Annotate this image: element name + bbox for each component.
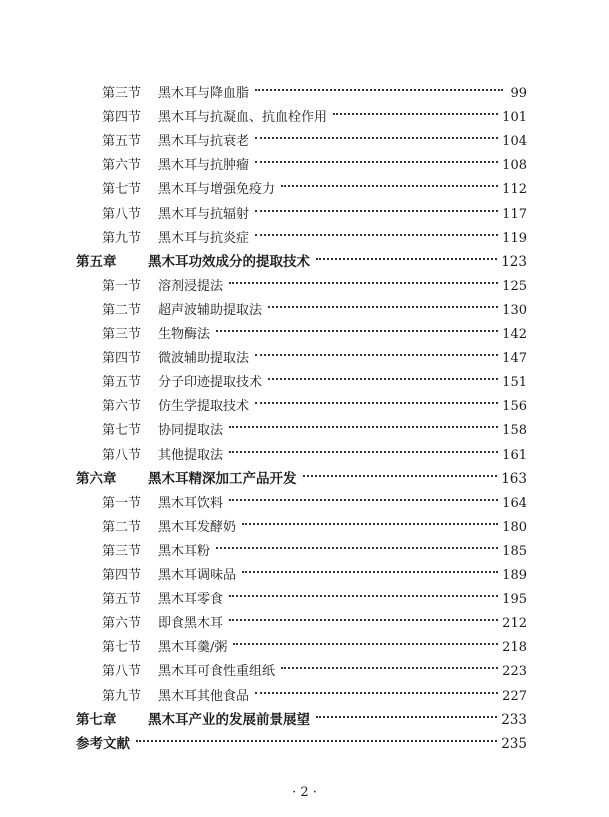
toc-entry-page: 189	[502, 568, 527, 583]
toc-entry-title: 参考文献	[76, 735, 130, 752]
toc-entry-number: 第七节	[102, 182, 142, 198]
toc-entry-title: 黑木耳零食	[158, 592, 224, 608]
toc-entry-number: 第五节	[102, 592, 142, 608]
toc-leader-dots	[281, 655, 500, 675]
toc-section-entry	[102, 318, 527, 342]
toc-entry-title: 黑木耳与降血脂	[158, 86, 250, 101]
toc-entry-title: 黑木耳粉	[158, 543, 211, 559]
toc-section-entry	[102, 222, 527, 246]
toc-entry-title: 黑木耳调味品	[158, 568, 237, 583]
toc-entry-number: 第三节	[102, 86, 142, 101]
toc-section-entry	[102, 680, 527, 704]
toc-entry-number: 第六章	[76, 470, 117, 487]
toc-entry-title: 黑木耳精深加工产品开发	[148, 470, 297, 487]
toc-entry-number: 第一节	[102, 495, 142, 511]
toc-leader-dots	[216, 535, 500, 555]
toc-section-entry	[102, 294, 527, 318]
toc-entry-page: 151	[502, 375, 527, 391]
toc-section-entry	[102, 583, 527, 608]
toc-leader-dots	[255, 390, 500, 410]
toc-entry-page: 112	[502, 182, 527, 198]
toc-entry-number: 第六节	[102, 616, 142, 632]
toc-entry-number: 第七节	[102, 640, 142, 656]
toc-section-entry	[102, 607, 527, 632]
toc-entry-number: 第七章	[76, 711, 117, 728]
toc-entry-number: 第三节	[102, 327, 142, 342]
toc-leader-dots	[268, 294, 500, 314]
toc-section-entry	[102, 390, 527, 415]
toc-entry-page: 164	[502, 495, 527, 511]
toc-entry-page: 185	[502, 543, 527, 559]
toc-section-entry	[102, 149, 527, 174]
toc-entry-title: 超声波辅助提取法	[158, 302, 263, 318]
toc-section-entry	[102, 559, 527, 583]
toc-section-entry	[102, 77, 527, 101]
toc-leader-dots	[229, 414, 500, 434]
toc-entry-number: 第四节	[102, 568, 142, 583]
toc-entry-title: 溶剂浸提法	[158, 278, 224, 294]
toc-leader-dots	[281, 173, 500, 193]
toc-leader-dots	[255, 680, 500, 700]
toc-section-entry	[102, 173, 527, 198]
toc-section-entry	[102, 487, 527, 511]
toc-entry-page: 147	[502, 351, 527, 367]
toc-section-entry	[102, 270, 527, 294]
toc-entry-title: 黑木耳功效成分的提取技术	[148, 253, 310, 270]
toc-section-entry	[102, 342, 527, 367]
toc-entry-title: 仿生学提取技术	[158, 399, 250, 415]
toc-leader-dots	[229, 487, 500, 507]
toc-entry-title: 黑木耳与抗辐射	[158, 206, 250, 222]
toc-leader-dots	[242, 559, 500, 579]
toc-leader-dots	[255, 149, 500, 169]
toc-entry-page: 223	[502, 664, 527, 680]
toc-leader-dots	[229, 439, 500, 459]
toc-entry-number: 第九节	[102, 688, 142, 704]
toc-section-entry	[102, 439, 527, 463]
toc-entry-page: 235	[501, 735, 527, 752]
toc-section-entry	[102, 631, 527, 656]
toc-entry-page: 104	[502, 134, 527, 150]
toc-entry-page: 161	[502, 447, 527, 463]
toc-entry-number: 第五节	[102, 134, 142, 150]
toc-entry-page: 125	[502, 278, 527, 294]
toc-chapter-entry	[76, 728, 527, 752]
toc-leader-dots	[216, 318, 500, 338]
toc-entry-page: 156	[502, 399, 527, 415]
toc-entry-title: 分子印迹提取技术	[158, 375, 263, 391]
toc-entry-title: 黑木耳羹/粥	[158, 640, 228, 656]
toc-entry-title: 黑木耳产业的发展前景展望	[148, 711, 310, 728]
toc-entry-number: 第二节	[102, 519, 142, 535]
toc-entry-page: 233	[501, 711, 527, 728]
page-number: · 2 ·	[292, 785, 317, 800]
toc-entry-page: 108	[502, 158, 527, 174]
toc-entry-title: 生物酶法	[158, 327, 211, 342]
toc-leader-dots	[229, 270, 500, 290]
toc-entry-number: 第八节	[102, 206, 142, 222]
toc-entry-title: 协同提取法	[158, 423, 224, 439]
toc-entry-title: 黑木耳饮料	[158, 495, 224, 511]
toc-entry-title: 黑木耳与抗肿瘤	[158, 158, 250, 174]
toc-leader-dots	[268, 366, 500, 386]
toc-entry-title: 其他提取法	[158, 447, 224, 463]
toc-entry-number: 第六节	[102, 158, 142, 174]
toc-section-entry	[102, 414, 527, 439]
toc-entry-number: 第七节	[102, 423, 142, 439]
toc-leader-dots	[316, 246, 499, 266]
toc-entry-page: 195	[502, 592, 527, 608]
toc-entry-page: 123	[501, 253, 527, 270]
toc-section-entry	[102, 101, 527, 126]
toc-entry-title: 微波辅助提取法	[158, 351, 250, 367]
toc-entry-number: 第五节	[102, 375, 142, 391]
toc-leader-dots	[255, 222, 500, 242]
toc-entry-number: 第八节	[102, 664, 142, 680]
toc-section-entry	[102, 655, 527, 680]
toc-entry-page: 163	[501, 470, 527, 487]
toc-leader-dots	[136, 728, 499, 748]
toc-entry-page: 212	[502, 616, 527, 632]
toc-entry-title: 黑木耳与增强免疫力	[158, 182, 276, 198]
toc-entry-number: 第三节	[102, 543, 142, 559]
toc-entry-page: 227	[502, 688, 527, 704]
toc-section-entry	[102, 125, 527, 150]
toc-chapter-entry	[76, 704, 527, 728]
toc-entry-title: 黑木耳可食性重组纸	[158, 664, 276, 680]
toc-leader-dots	[233, 631, 500, 651]
toc-entry-number: 第九节	[102, 230, 142, 246]
toc-section-entry	[102, 198, 527, 222]
toc-leader-dots	[255, 342, 500, 362]
toc-entry-number: 第四节	[102, 110, 142, 126]
toc-leader-dots	[229, 583, 500, 603]
toc-entry-page: 130	[502, 302, 527, 318]
toc-entry-page: 158	[502, 423, 527, 439]
toc-section-entry	[102, 511, 527, 535]
toc-entry-page: 142	[502, 327, 527, 342]
toc-entry-title: 黑木耳与抗衰老	[158, 134, 250, 150]
toc-chapter-entry	[76, 246, 527, 270]
toc-entry-number: 第四节	[102, 351, 142, 367]
toc-entry-number: 第二节	[102, 302, 142, 318]
toc-entry-number: 第六节	[102, 399, 142, 415]
toc-leader-dots	[229, 607, 500, 627]
toc-leader-dots	[303, 463, 500, 483]
toc-entry-page: 218	[502, 640, 527, 656]
toc-entry-page: 119	[502, 230, 527, 246]
toc-section-entry	[102, 366, 527, 391]
toc-leader-dots	[255, 125, 500, 145]
toc-entry-number: 第一节	[102, 278, 142, 294]
toc-leader-dots	[255, 198, 500, 218]
toc-entry-page: 180	[502, 519, 527, 535]
toc-entry-page: 117	[502, 206, 527, 222]
toc-entry-title: 黑木耳发酵奶	[158, 519, 237, 535]
toc-entry-title: 即食黑木耳	[158, 616, 224, 632]
toc-leader-dots	[333, 101, 500, 121]
toc-leader-dots	[255, 77, 505, 97]
toc-section-entry	[102, 535, 527, 559]
toc-entry-title: 黑木耳与抗炎症	[158, 230, 250, 246]
toc-leader-dots	[242, 511, 500, 531]
toc-entry-number: 第八节	[102, 447, 142, 463]
toc-entry-title: 黑木耳其他食品	[158, 688, 250, 704]
toc-chapter-entry	[76, 463, 527, 487]
toc-entry-page: 101	[502, 110, 527, 126]
toc-entry-title: 黑木耳与抗凝血、抗血栓作用	[158, 110, 328, 126]
toc-entry-number: 第五章	[76, 253, 117, 270]
toc-leader-dots	[316, 704, 499, 724]
toc-entry-page: 99	[510, 86, 527, 101]
